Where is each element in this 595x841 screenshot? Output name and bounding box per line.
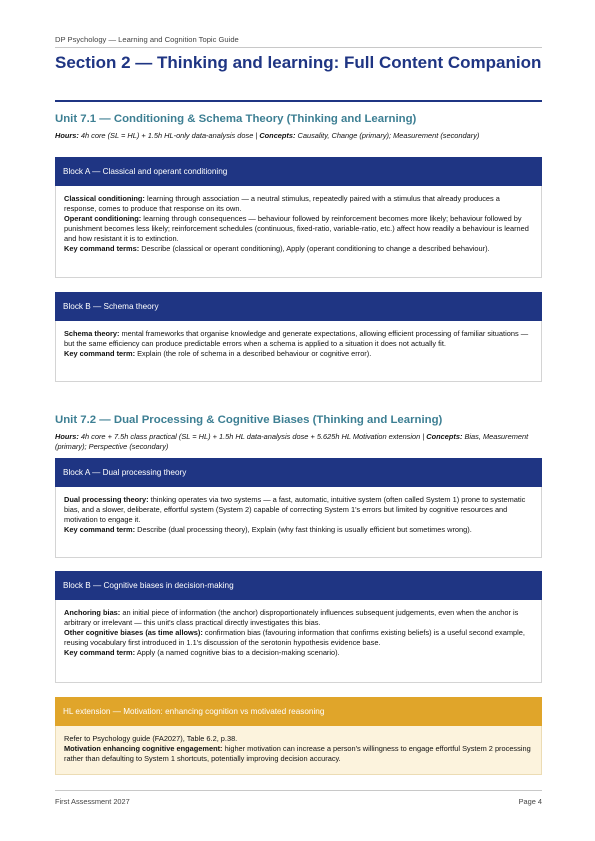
concepts-label: Concepts:: [259, 131, 296, 140]
term-text: Describe (dual processing theory), Explain (why fast thinking is usually efficient but sometimes wrong).: [137, 525, 472, 534]
term-text: Apply (a named cognitive bias to a decision-making scenario).: [136, 648, 340, 657]
term-label: Key command term:: [64, 525, 136, 534]
hours-text: 4h core (SL = HL) + 1.5h HL-only data-analysis dose |: [80, 131, 260, 140]
paragraph: [64, 608, 533, 628]
paragraph: [64, 744, 533, 764]
term-label: Motivation enhancing cognitive engagement:: [64, 744, 223, 753]
term-label: Schema theory:: [64, 329, 120, 338]
term-text: thinking operates via two systems — a fast, automatic, intuitive system (often called System 1) prone to systematic bias, and a slower, deliberate, effortful system (System 2) capable of correcting System 1's errors but limited by cognitive resources and motivation to engage it.: [64, 495, 526, 524]
term-text: mental frameworks that organise knowledge and generate expectations, allowing efficient processing of familiar situations — but the same efficiency can produce predictable errors when a schema is applied to a situation it does not actually fit.: [64, 329, 529, 348]
term-label: Other cognitive biases (as time allows):: [64, 628, 203, 637]
hours-label: Hours:: [55, 432, 79, 441]
unit-meta-7-1: [55, 131, 542, 141]
term-label: Key command term:: [64, 349, 136, 358]
block-body: [55, 600, 542, 683]
block-heading: Block B — Schema theory: [55, 292, 542, 321]
term-text: an initial piece of information (the anchor) disproportionately influences subsequent judgements, even when the anchor is arbitrary or irrelevant — this unit's class practical directly investigates this bias.: [64, 608, 519, 627]
block-cognitive-biases: [55, 571, 542, 683]
footer-assessment: First Assessment 2027: [55, 797, 130, 806]
paragraph: [64, 244, 533, 254]
block-dual-processing: [55, 458, 542, 558]
paragraph: [64, 329, 533, 349]
header-divider: [55, 47, 542, 48]
paragraph: [64, 349, 533, 359]
guide-reference: Refer to Psychology guide (FA2027), Table 6.2, p.38.: [64, 734, 238, 743]
term-label: Key command term:: [64, 648, 136, 657]
term-text: learning through association — a neutral stimulus, repeatedly paired with a stimulus that already produces a response, comes to produce that response on its own.: [64, 194, 500, 213]
section-title-rule: [55, 100, 542, 102]
block-heading: Block A — Dual processing theory: [55, 458, 542, 487]
concepts-label: Concepts:: [426, 432, 463, 441]
term-text: higher motivation can increase a person's willingness to engage effortful System 2 processing rather than defaulting to System 1 shortcuts, potentially improving decision accuracy.: [64, 744, 531, 763]
block-heading: Block A — Classical and operant conditioning: [55, 157, 542, 186]
term-text: confirmation bias (favouring information that confirms existing beliefs) is a useful second example, reusing vocabulary first introduced in 1.1's discussion of the serotonin hypothesis evidence base.: [64, 628, 525, 647]
hours-text: 4h core + 7.5h class practical (SL = HL) + 1.5h HL data-analysis dose + 5.625h HL Motivation extension |: [80, 432, 427, 441]
footer-divider: [55, 790, 542, 791]
block-body: [55, 321, 542, 382]
term-label: Key command terms:: [64, 244, 140, 253]
block-body: [55, 487, 542, 558]
term-label: Operant conditioning:: [64, 214, 142, 223]
unit-meta-7-2: [55, 432, 542, 452]
block-heading: Block B — Cognitive biases in decision-making: [55, 571, 542, 600]
term-text: Explain (the role of schema in a described behaviour or cognitive error).: [137, 349, 372, 358]
unit-title-7-1: Unit 7.1 — Conditioning & Schema Theory (Thinking and Learning): [55, 113, 417, 125]
block-hl-extension-motivation: [55, 697, 542, 775]
paragraph: [64, 214, 533, 244]
section-title: Section 2 — Thinking and learning: Full Content Companion: [55, 53, 542, 72]
paragraph: [64, 734, 533, 744]
paragraph: [64, 628, 533, 648]
unit-title-7-2: Unit 7.2 — Dual Processing & Cognitive Biases (Thinking and Learning): [55, 414, 443, 426]
page-number: Page 4: [518, 797, 542, 806]
term-label: Anchoring bias:: [64, 608, 121, 617]
term-label: Dual processing theory:: [64, 495, 149, 504]
block-heading: HL extension — Motivation: enhancing cognition vs motivated reasoning: [55, 697, 542, 726]
term-label: Classical conditioning:: [64, 194, 145, 203]
term-text: Describe (classical or operant conditioning), Apply (operant conditioning to change a described behaviour).: [141, 244, 490, 253]
running-header: DP Psychology — Learning and Cognition Topic Guide: [55, 35, 239, 44]
block-schema-theory: [55, 292, 542, 382]
block-conditioning: [55, 157, 542, 278]
term-text: learning through consequences — behaviour followed by reinforcement becomes more likely; behaviour followed by punishment becomes less likely; reinforcement schedules (continuous, fixed-ratio, variable-ratio, etc.) affect how readily a behaviour is learned and how resistant it is to extinction.: [64, 214, 529, 243]
block-body: [55, 186, 542, 278]
paragraph: [64, 525, 533, 535]
block-body: [55, 726, 542, 775]
paragraph: [64, 495, 533, 525]
paragraph: [64, 648, 533, 658]
paragraph: [64, 194, 533, 214]
concepts-text: Bias, Measurement (primary); Perspective (secondary): [55, 432, 529, 451]
hours-label: Hours:: [55, 131, 79, 140]
concepts-text: Causality, Change (primary); Measurement (secondary): [297, 131, 480, 140]
